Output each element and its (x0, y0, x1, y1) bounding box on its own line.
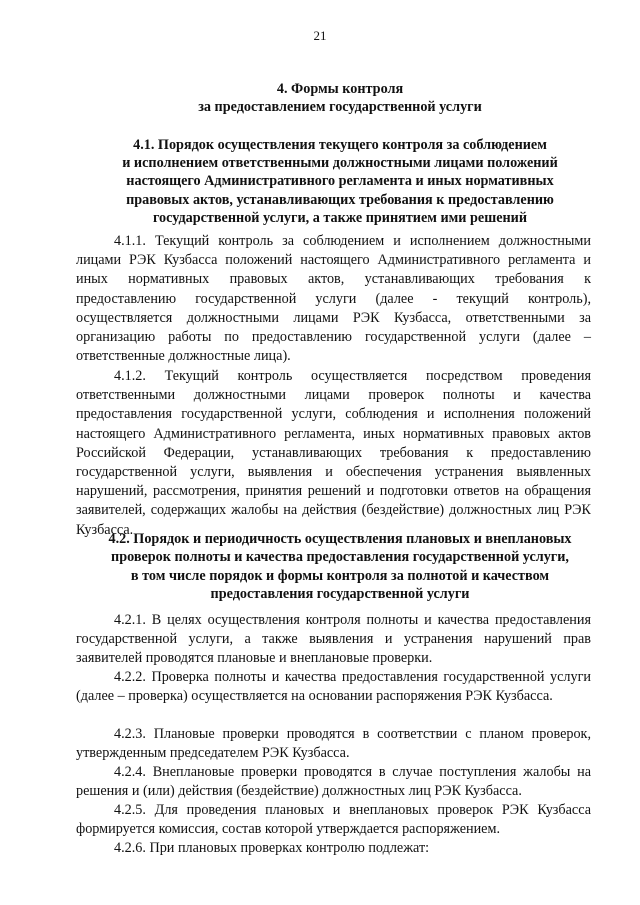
paragraph-4-1-2: 4.1.2. Текущий контроль осуществляется посредством проведения ответственными должностными лицами проверок полноты и качества предоставления государственной услуги, соблюдения и исполнения положений настоящего Административного регламента, иных нормативных правовых актов Российской Федерации, устанавливающих требования к предоставлению государственной услуги, выявления и обеспечения устранения выявленных нарушений, рассмотрения, принятия решений и подготовки ответов на обращения заявителей, содержащих жалобы на действия (бездействие) должностных лиц РЭК Кузбасса. (76, 368, 591, 538)
paragraph-4-2-1: 4.2.1. В целях осуществления контроля полноты и качества предоставления государственной услуги, а также выявления и устранения нарушений прав заявителей проводятся плановые и внеплановые проверки. (76, 612, 591, 667)
paragraph-4-2-4: 4.2.4. Внеплановые проверки проводятся в случае поступления жалобы на решения и (или) действия (бездействие) должностных лиц РЭК Кузбасса. (76, 764, 591, 800)
section-4-1-title-line: правовых актов, устанавливающих требования к предоставлению (126, 191, 554, 208)
section-4-1-title-line: 4.1. Порядок осуществления текущего контроля за соблюдением (133, 137, 547, 153)
paragraph-4-1-1: 4.1.1. Текущий контроль за соблюдением и исполнением должностными лицами РЭК Кузбасса положений настоящего Административного регламента и иных нормативных правовых актов, устанавливающих требования к предоставлению государственной услуги (далее - текущий контроль), осуществляется должностными лицами РЭК Кузбасса, ответственными за организацию работы по предоставлению государственной услуги (далее – ответственные должностные лица). (76, 233, 591, 365)
page-number: 21 (313, 28, 327, 43)
section-4-2-title (80, 530, 600, 603)
section-4-2-title-line: 4.2. Порядок и периодичность осуществления плановых и внеплановых (108, 531, 572, 547)
paragraph-4-2-5: 4.2.5. Для проведения плановых и внеплановых проверок РЭК Кузбасса формируется комиссия, состав которой утверждается распоряжением. (76, 802, 591, 838)
paragraph-4-2-3: 4.2.3. Плановые проверки проводятся в соответствии с планом проверок, утвержденным председателем РЭК Кузбасса. (76, 726, 591, 762)
section-4-2-title-line: предоставления государственной услуги (210, 585, 470, 602)
section-4-title-line: 4. Формы контроля (276, 81, 404, 97)
section-4-2-title-line: проверок полноты и качества предоставления государственной услуги, (111, 549, 569, 566)
paragraph-4-2-2: 4.2.2. Проверка полноты и качества предоставления государственной услуги (далее – проверка) осуществляется на основании распоряжения РЭК Кузбасса. (76, 669, 591, 705)
paragraph-4-2-6: 4.2.6. При плановых проверках контролю подлежат: (114, 840, 430, 856)
section-4-2-title-line: в том числе порядок и формы контроля за полнотой и качеством (130, 567, 550, 584)
section-4-title-line: за предоставлением государственной услуги (198, 99, 482, 115)
section-4-1-title-line: настоящего Административного регламента и иных нормативных (126, 173, 554, 190)
section-4-title (80, 80, 600, 116)
section-4-1-title-line: государственной услуги, а также принятием ими решений (152, 209, 528, 226)
section-4-1-title-line: и исполнением ответственными должностными лицами положений (122, 155, 558, 172)
section-4-1-title (80, 136, 600, 227)
